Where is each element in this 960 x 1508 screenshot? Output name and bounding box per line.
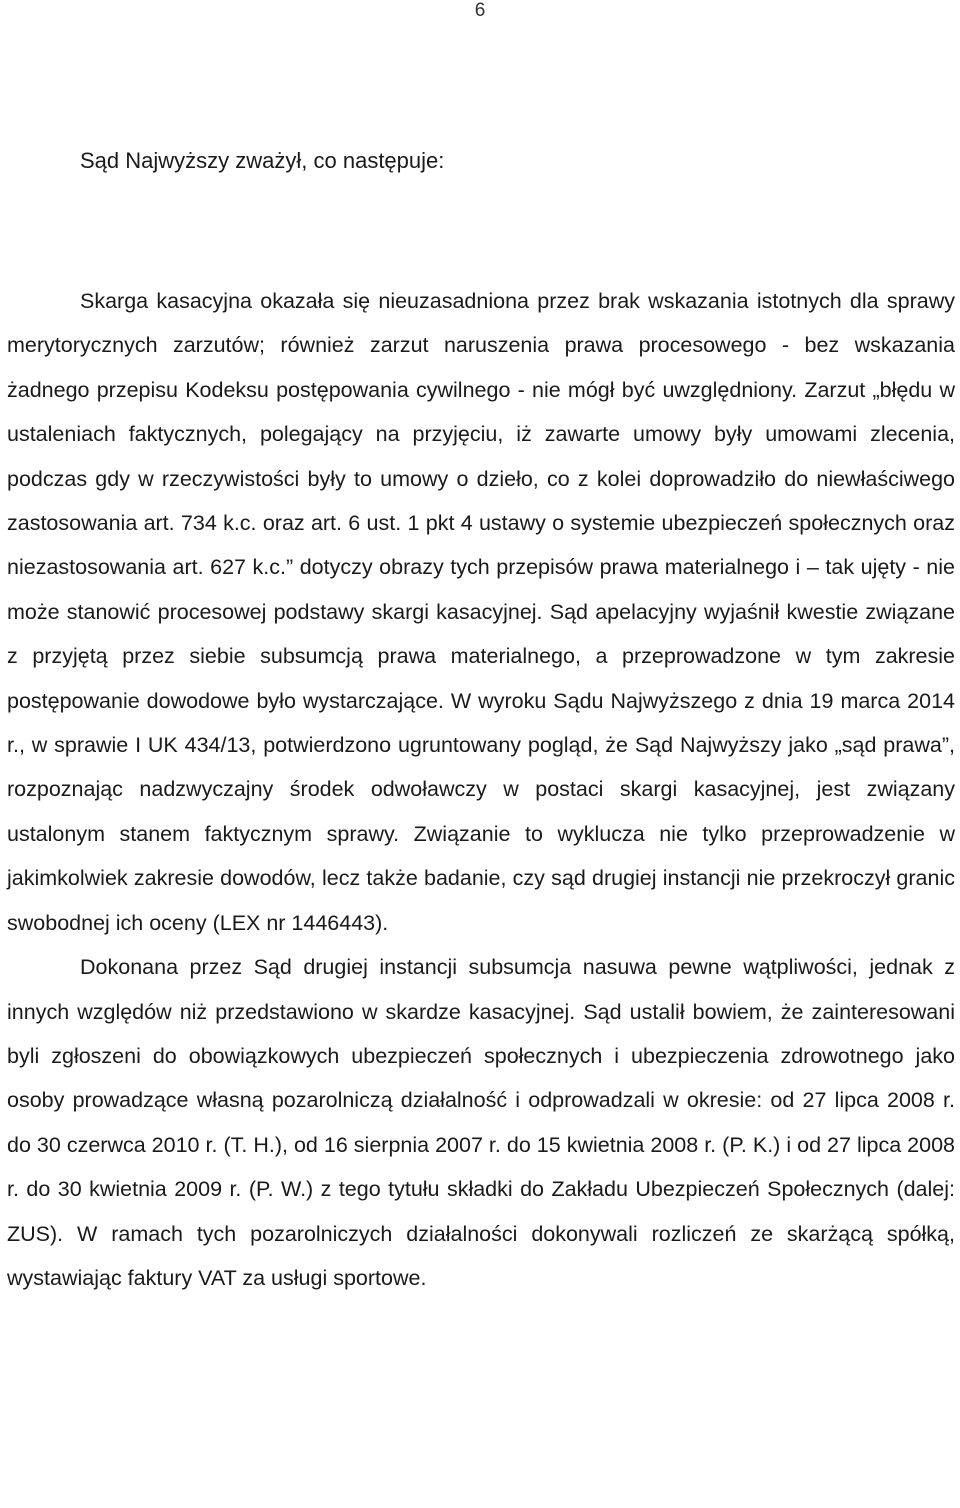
- page-number: 6: [474, 0, 486, 21]
- paragraph: Dokonana przez Sąd drugiej instancji subsumcja nasuwa pewne wątpliwości, jednak z innych względów niż przedstawiono w skardze kasacyjnej. Sąd ustalił bowiem, że zainteresowani byli zgłoszeni do obowiązkowych ubezpieczeń społecznych i ubezpieczenia zdrowotnego jako osoby prowadzące własną pozarolniczą działalność i odprowadzali w okresie: od 27 lipca 2008 r. do 30 czerwca 2010 r. (T. H.), od 16 sierpnia 2007 r. do 15 kwietnia 2008 r. (P. K.) i od 27 lipca 2008 r. do 30 kwietnia 2009 r. (P. W.) z tego tytułu składki do Zakładu Ubezpieczeń Społecznych (dalej: ZUS). W ramach tych pozarolniczych działalności dokonywali rozliczeń ze skarżącą spółką, wystawiając faktury VAT za usługi sportowe.: [7, 955, 955, 1290]
- document-body: [7, 279, 955, 1300]
- paragraph: Skarga kasacyjna okazała się nieuzasadniona przez brak wskazania istotnych dla sprawy merytorycznych zarzutów; również zarzut naruszenia prawa procesowego - bez wskazania żadnego przepisu Kodeksu postępowania cywilnego - nie mógł być uwzględniony. Zarzut „błędu w ustaleniach faktycznych, polegający na przyjęciu, iż zawarte umowy były umowami zlecenia, podczas gdy w rzeczywistości były to umowy o dzieło, co z kolei doprowadziło do niewłaściwego zastosowania art. 734 k.c. oraz art. 6 ust. 1 pkt 4 ustawy o systemie ubezpieczeń społecznych oraz niezastosowania art. 627 k.c.” dotyczy obrazy tych przepisów prawa materialnego i – tak ujęty - nie może stanowić procesowej podstawy skargi kasacyjnej. Sąd apelacyjny wyjaśnił kwestie związane z przyjętą przez siebie subsumcją prawa materialnego, a przeprowadzone w tym zakresie postępowanie dowodowe było wystarczające. W wyroku Sądu Najwyższego z dnia 19 marca 2014 r., w sprawie I UK 434/13, potwierdzono ugruntowany pogląd, że Sąd Najwyższy jako „sąd prawa”, rozpoznając nadzwyczajny środek odwoławczy w postaci skargi kasacyjnej, jest związany ustalonym stanem faktycznym sprawy. Związanie to wyklucza nie tylko przeprowadzenie w jakimkolwiek zakresie dowodów, lecz także badanie, czy sąd drugiej instancji nie przekroczył granic swobodnej ich oceny (LEX nr 1446443).: [7, 289, 955, 935]
- intro-heading: Sąd Najwyższy zważył, co następuje:: [80, 148, 445, 173]
